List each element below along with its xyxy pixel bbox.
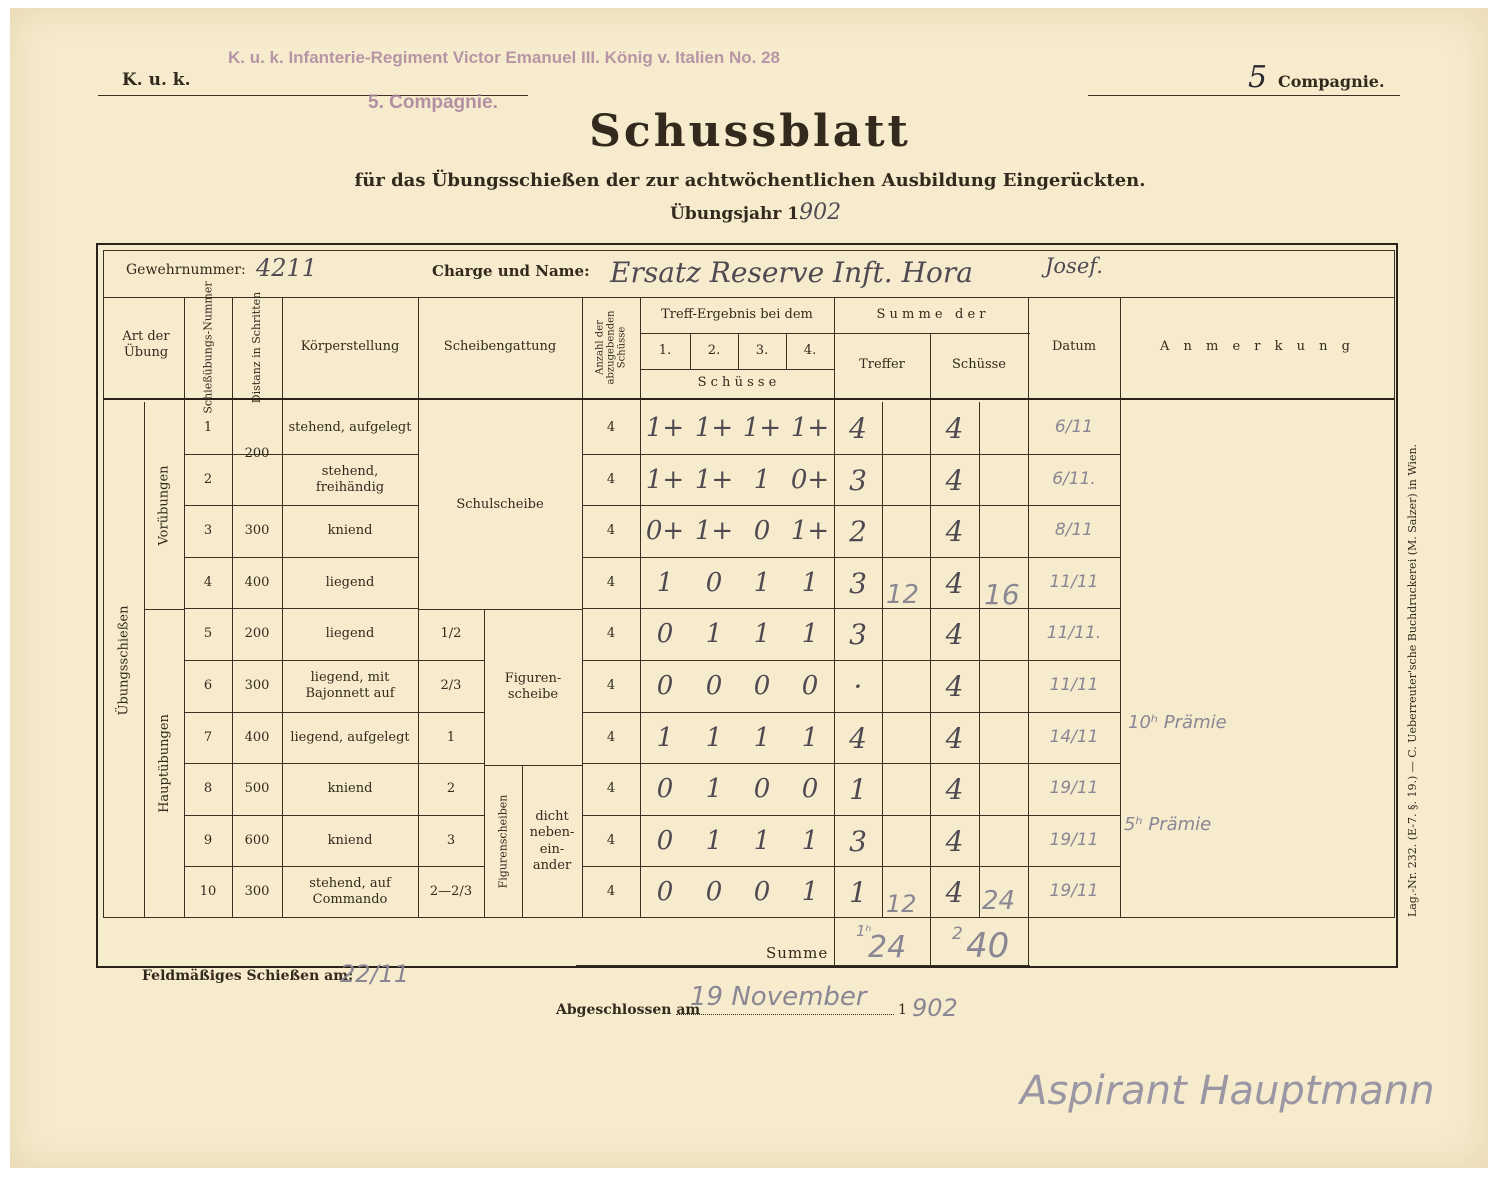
- row-10-r0: 0: [656, 876, 674, 907]
- rifle-number-label: Gewehrnummer:: [126, 262, 246, 278]
- row-2-r1: 1+: [694, 464, 734, 495]
- row-4-r1: 0: [705, 567, 723, 598]
- row-9-shots: 4: [606, 832, 616, 848]
- col-header-anmerkung: A n m e r k u n g: [1160, 338, 1355, 354]
- row-7-r0: 1: [656, 722, 674, 753]
- row-2-r3: 0+: [790, 464, 830, 495]
- row-10-n: 10: [199, 883, 217, 899]
- row-1-t: 4: [849, 411, 867, 445]
- row-1-date: 6/11: [1054, 417, 1094, 438]
- col-header-treff: Treff-Ergebnis bei dem: [661, 306, 813, 322]
- row-4-t: 3: [849, 566, 867, 600]
- rifle-number-value: 4211: [256, 254, 318, 282]
- header-right-rule: [1088, 95, 1400, 96]
- scheibe-figurenscheibe: Figuren-scheibe: [504, 670, 562, 702]
- col-header-scheibe: Scheibengattung: [443, 338, 557, 354]
- row-3-t: 2: [849, 514, 867, 548]
- col-header-art: Art der Übung: [122, 328, 170, 360]
- row-6-t: ·: [853, 669, 863, 703]
- row-5-t: 3: [849, 617, 867, 651]
- name-value: Ersatz Reserve Inft. Hora: [610, 256, 973, 289]
- row-3-r0: 0+: [645, 515, 685, 546]
- row-3-pos: kniend: [327, 522, 373, 538]
- row-8-shots: 4: [606, 780, 616, 796]
- header-left: K. u. k.: [122, 70, 191, 90]
- row-10-t: 1: [849, 875, 867, 909]
- row-10-shots: 4: [606, 883, 616, 899]
- row-4-r3: 1: [801, 567, 819, 598]
- row-5-r3: 1: [801, 618, 819, 649]
- row-7-shots: 4: [606, 729, 616, 745]
- scheibe-figurenscheiben: Figurenscheiben: [496, 794, 510, 889]
- row-10-s: 4: [945, 875, 964, 909]
- col-header-summe: S u m m e d e r: [876, 306, 986, 322]
- col-header-distanz: Distanz in Schritten: [250, 291, 264, 403]
- col-header-shot-2: 2.: [707, 342, 721, 358]
- row-10-date: 19/11: [1049, 881, 1099, 902]
- row-3-n: 3: [203, 522, 213, 538]
- row-8-pos: kniend: [327, 780, 373, 796]
- row-7-n: 7: [203, 729, 213, 745]
- row-6-pos: liegend, mit Bajonnett auf: [305, 669, 395, 701]
- row-6-r3: 0: [801, 670, 819, 701]
- group-voruebungen: Vorübungen: [156, 465, 172, 546]
- feld-label: Feldmäßiges Schießen am:: [142, 968, 354, 984]
- row-8-r1: 1: [705, 773, 723, 804]
- row-10-r1: 0: [705, 876, 723, 907]
- remark-row-9: 5ʰ Prämie: [1124, 814, 1212, 835]
- row-4-dist: 400: [244, 574, 270, 590]
- abgeschlossen-rule: [676, 1014, 894, 1015]
- row-6-r1: 0: [705, 670, 723, 701]
- company-number: 5: [1248, 60, 1268, 95]
- row-1-r0: 1+: [645, 412, 685, 443]
- subtotal-vor-schuesse: 16: [984, 578, 1020, 611]
- row-2-t: 3: [849, 463, 867, 497]
- col-header-shot-4: 4.: [803, 342, 817, 358]
- officer-signature: Aspirant Hauptmann: [1020, 1068, 1435, 1114]
- row-7-dist: 400: [244, 729, 270, 745]
- first-name-value: Josef.: [1045, 254, 1103, 278]
- subtotal-vor-treffer: 12: [886, 580, 920, 610]
- name-label: Charge und Name:: [432, 262, 590, 280]
- row-9-date: 19/11: [1049, 830, 1099, 851]
- row-1-r2: 1+: [742, 412, 782, 443]
- row-4-s: 4: [945, 566, 964, 600]
- row-3-dist: 300: [244, 522, 270, 538]
- row-7-frac: 1: [446, 729, 456, 745]
- row-6-r0: 0: [656, 670, 674, 701]
- row-1-r3: 1+: [790, 412, 830, 443]
- row-6-n: 6: [203, 677, 213, 693]
- summe-schuesse: 40: [966, 926, 1010, 966]
- header-bottom: [103, 398, 1395, 400]
- summe-line: [834, 918, 835, 965]
- row-6-r2: 0: [753, 670, 771, 701]
- row-8-n: 8: [203, 780, 213, 796]
- row-5-s: 4: [945, 617, 964, 651]
- row-3-shots: 4: [606, 522, 616, 538]
- row-1-shots: 4: [606, 419, 616, 435]
- group-hauptuebungen: Hauptübungen: [156, 714, 172, 813]
- exercise-year: Übungsjahr 1902: [670, 200, 842, 225]
- row-9-t: 3: [849, 824, 867, 858]
- row-1-n: 1: [203, 419, 213, 435]
- col-header-datum: Datum: [1051, 338, 1097, 354]
- row-8-s: 4: [945, 772, 964, 806]
- subtotal-haupt-treffer: 12: [886, 890, 917, 918]
- page-title: Schussblatt: [589, 106, 911, 157]
- summe-line: [1028, 918, 1029, 965]
- remark-row-7: 10ʰ Prämie: [1128, 712, 1227, 733]
- row-4-n: 4: [203, 574, 213, 590]
- row-2-date: 6/11.: [1052, 469, 1096, 490]
- summe-rule: [576, 965, 1030, 966]
- row-6-shots: 4: [606, 677, 616, 693]
- printer-imprint: Lag.-Nr. 232. (E-7. §. 19.) — C. Ueberreuter'sche Buchdruckerei (M. Salzer) in Wien.: [1406, 443, 1420, 917]
- row-7-pos: liegend, aufgelegt: [290, 729, 410, 745]
- col-header-schuesse: S c h ü s s e: [697, 375, 777, 391]
- row-10-r2: 0: [753, 876, 771, 907]
- row-8-date: 19/11: [1049, 778, 1099, 799]
- col-header-anzahl: Anzahl der abzugebenden Schüsse: [594, 310, 628, 384]
- col-header-shot-3: 3.: [755, 342, 769, 358]
- row-9-r2: 1: [753, 825, 771, 856]
- row-8-r0: 0: [656, 773, 674, 804]
- summe-treffer-prefix: 1ʰ: [856, 922, 872, 940]
- scheibe-schulscheibe: Schulscheibe: [456, 497, 544, 513]
- distance-200-merged: 200: [244, 445, 270, 461]
- row-2-s: 4: [945, 463, 964, 497]
- group-uebungsschiessen: Übungsschießen: [116, 605, 132, 715]
- row-4-r0: 1: [656, 567, 674, 598]
- row-6-s: 4: [945, 669, 964, 703]
- row-5-pos: liegend: [325, 625, 375, 641]
- row-1-pos: stehend, aufgelegt: [288, 419, 412, 435]
- row-10-pos: stehend, auf Commando: [309, 875, 391, 907]
- row-6-date: 11/11: [1049, 675, 1099, 696]
- subtotal-haupt-schuesse: 24: [982, 886, 1016, 916]
- company-label: Compagnie.: [1278, 72, 1385, 91]
- row-4-shots: 4: [606, 574, 616, 590]
- col-header-treffer: Treffer: [859, 357, 905, 373]
- row-5-n: 5: [203, 625, 213, 641]
- row-10-r3: 1: [801, 876, 819, 907]
- row-8-r3: 0: [801, 773, 819, 804]
- row-9-r0: 0: [656, 825, 674, 856]
- row-7-r3: 1: [801, 722, 819, 753]
- row-2-r2: 1: [753, 464, 771, 495]
- scheibe-dicht: dicht neben-ein-ander: [529, 809, 575, 873]
- row-5-r0: 0: [656, 618, 674, 649]
- row-9-n: 9: [203, 832, 213, 848]
- summe-label: Summe: [766, 944, 829, 962]
- row-10-frac: 2—2/3: [429, 883, 473, 899]
- row-8-t: 1: [849, 772, 867, 806]
- row-8-r2: 0: [753, 773, 771, 804]
- row-3-date: 8/11: [1054, 520, 1094, 541]
- row-7-r1: 1: [705, 722, 723, 753]
- col-header-nummer: Schießübungs-Nummer: [201, 280, 215, 414]
- row-9-s: 4: [945, 824, 964, 858]
- row-9-dist: 600: [244, 832, 270, 848]
- row-9-r3: 1: [801, 825, 819, 856]
- row-8-frac: 2: [446, 780, 456, 796]
- row-2-pos: stehend, freihändig: [315, 463, 385, 495]
- page-subtitle: für das Übungsschießen der zur achtwöchentlichen Ausbildung Eingerückten.: [354, 170, 1146, 191]
- row-5-r1: 1: [705, 618, 723, 649]
- row-9-pos: kniend: [327, 832, 373, 848]
- row-7-r2: 1: [753, 722, 771, 753]
- row-2-r0: 1+: [645, 464, 685, 495]
- abgeschlossen-year-prefix: 1: [898, 1002, 907, 1018]
- row-5-date: 11/11.: [1046, 623, 1102, 644]
- summe-treffer: 24: [868, 930, 907, 965]
- col-header-schuesse-sum: Schüsse: [952, 357, 1006, 373]
- row-2-shots: 4: [606, 471, 616, 487]
- row-3-r2: 0: [753, 515, 771, 546]
- regiment-stamp: K. u. k. Infanterie-Regiment Victor Emanuel III. König v. Italien No. 28: [228, 48, 780, 67]
- col-header-koerper: Körperstellung: [300, 338, 400, 354]
- summe-schuesse-prefix: 2: [952, 924, 963, 944]
- row-3-r3: 1+: [790, 515, 830, 546]
- row-6-frac: 2/3: [440, 677, 462, 693]
- row-5-dist: 200: [244, 625, 270, 641]
- company-stamp: 5. Compagnie.: [368, 92, 498, 113]
- row-4-date: 11/11: [1049, 572, 1099, 593]
- row-9-r1: 1: [705, 825, 723, 856]
- row-5-r2: 1: [753, 618, 771, 649]
- row-7-s: 4: [945, 721, 964, 755]
- row-3-s: 4: [945, 514, 964, 548]
- row-7-date: 14/11: [1049, 727, 1099, 748]
- row-4-pos: liegend: [325, 574, 375, 590]
- row-9-frac: 3: [446, 832, 456, 848]
- row-3-r1: 1+: [694, 515, 734, 546]
- abgeschlossen-date: 19 November: [690, 982, 867, 1012]
- row-2-n: 2: [203, 471, 213, 487]
- row-10-dist: 300: [244, 883, 270, 899]
- row-1-r1: 1+: [694, 412, 734, 443]
- abgeschlossen-year: 902: [912, 994, 958, 1022]
- row-1-s: 4: [945, 411, 964, 445]
- row-4-r2: 1: [753, 567, 771, 598]
- abgeschlossen-label: Abgeschlossen am: [556, 1002, 701, 1018]
- summe-line: [930, 918, 931, 965]
- row-7-t: 4: [849, 721, 867, 755]
- row-6-dist: 300: [244, 677, 270, 693]
- row-8-dist: 500: [244, 780, 270, 796]
- feld-value: 22/11: [340, 960, 410, 988]
- row-5-shots: 4: [606, 625, 616, 641]
- row-5-frac: 1/2: [440, 625, 462, 641]
- col-header-shot-1: 1.: [658, 342, 672, 358]
